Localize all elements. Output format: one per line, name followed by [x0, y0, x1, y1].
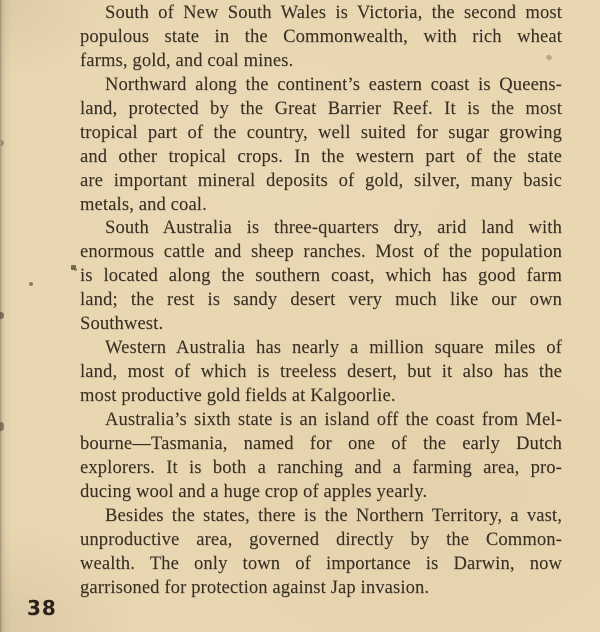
text-line: are important mineral deposits of gold, silver, many basic [80, 170, 562, 191]
text-line: land, most of which is treeless desert, but it also has the [80, 362, 562, 383]
text-line: bourne—Tasmania, named for one of the early Dutch [80, 433, 562, 454]
text-line: enormous cattle and sheep ranches. Most of the population [80, 242, 562, 263]
text-line: explorers. It is both a ranching and a farming area, pro- [80, 457, 562, 478]
text-line: and other tropical crops. In the western part of the state [80, 146, 562, 167]
page-edge-shadow [0, 0, 12, 632]
paragraph [80, 505, 562, 601]
paragraph [80, 217, 562, 337]
text-line: garrisoned for protection against Jap invasion. [80, 577, 430, 598]
text-line: land; the rest is sandy desert very much like our own [80, 290, 562, 311]
scan-speck [0, 422, 4, 431]
text-line: South Australia is three-quarters dry, arid land with [105, 218, 562, 239]
text-line: tropical part of the country, well suited for sugar growing [80, 122, 562, 143]
scan-speck [71, 265, 76, 270]
paragraph [80, 337, 562, 409]
text-line: most productive gold fields at Kalgoorlie. [80, 386, 396, 406]
text-line: Western Australia has nearly a million square miles of [105, 338, 562, 359]
text-line: farms, gold, and coal mines. [80, 50, 294, 71]
text-line: metals, and coal. [80, 194, 207, 215]
text-line: Southwest. [80, 314, 164, 335]
text-line: populous state in the Commonwealth, with rich wheat [80, 26, 562, 47]
text-line: land, protected by the Great Barrier Reef. It is the most [80, 98, 562, 119]
paragraph [80, 409, 562, 505]
page-number: 38 [27, 596, 57, 620]
text-line: South of New South Wales is Victoria, the second most [105, 3, 562, 23]
text-line: unproductive area, governed directly by the Common- [80, 529, 562, 550]
scan-speck [0, 312, 4, 319]
text-line: Australia’s sixth state is an island off the coast from Mel- [105, 409, 562, 430]
text-line: is located along the southern coast, which has good farm [80, 266, 562, 287]
scan-speck [1, 140, 4, 146]
text-line: Northward along the continent’s eastern coast is Queens- [105, 74, 562, 95]
scan-speck [29, 282, 33, 286]
paragraph [80, 2, 562, 74]
text-block [80, 2, 562, 600]
text-line: wealth. The only town of importance is Darwin, now [80, 553, 562, 574]
paragraph [80, 74, 562, 218]
text-line: Besides the states, there is the Northern Territory, a vast, [105, 505, 562, 526]
text-line: ducing wool and a huge crop of apples yearly. [80, 481, 428, 502]
